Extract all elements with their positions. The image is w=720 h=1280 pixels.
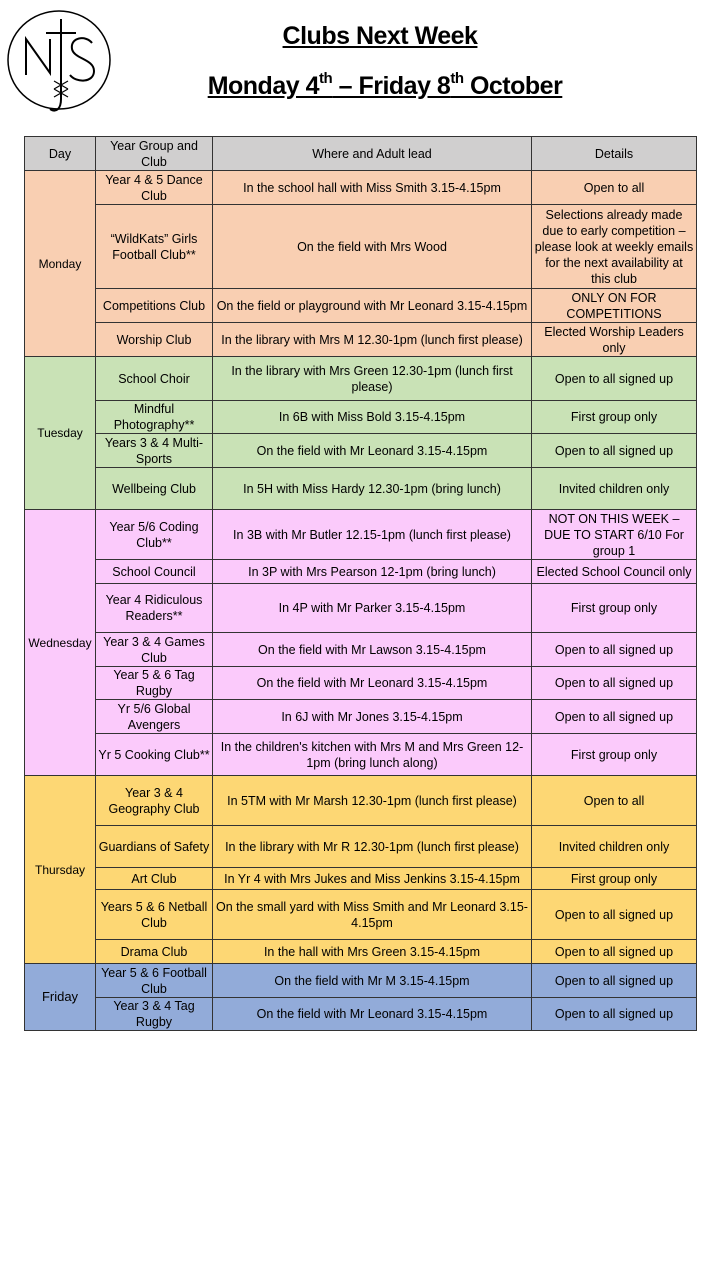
where-cell: In 4P with Mr Parker 3.15-4.15pm xyxy=(213,584,532,633)
where-cell: In 3B with Mr Butler 12.15-1pm (lunch first please) xyxy=(213,510,532,560)
club-cell: Year 3 & 4 Geography Club xyxy=(96,776,213,826)
details-cell: Open to all signed up xyxy=(532,633,697,667)
details-cell: Open to all signed up xyxy=(532,998,697,1031)
table-row xyxy=(25,633,697,667)
where-cell: On the field or playground with Mr Leonard 3.15-4.15pm xyxy=(213,289,532,323)
club-cell: School Choir xyxy=(96,357,213,401)
table-row xyxy=(25,401,697,434)
day-cell: Wednesday xyxy=(25,510,96,776)
table-row xyxy=(25,826,697,868)
details-cell: Selections already made due to early competition – please look at weekly emails for the next availability at this club xyxy=(532,205,697,289)
club-cell: Drama Club xyxy=(96,940,213,964)
details-cell: Open to all signed up xyxy=(532,434,697,468)
where-cell: In 6B with Miss Bold 3.15-4.15pm xyxy=(213,401,532,434)
where-cell: In 5H with Miss Hardy 12.30-1pm (bring lunch) xyxy=(213,468,532,510)
club-cell: Year 5/6 Coding Club** xyxy=(96,510,213,560)
where-cell: On the field with Mr Leonard 3.15-4.15pm xyxy=(213,998,532,1031)
where-cell: On the field with Mrs Wood xyxy=(213,205,532,289)
club-cell: “WildKats” Girls Football Club** xyxy=(96,205,213,289)
club-cell: Year 4 Ridiculous Readers** xyxy=(96,584,213,633)
club-cell: Years 5 & 6 Netball Club xyxy=(96,890,213,940)
clubs-table xyxy=(24,136,697,1031)
day-cell: Thursday xyxy=(25,776,96,964)
table-row xyxy=(25,998,697,1031)
column-header-day: Day xyxy=(25,137,96,171)
table-row xyxy=(25,776,697,826)
where-cell: In the library with Mr R 12.30-1pm (lunch first please) xyxy=(213,826,532,868)
club-cell: Art Club xyxy=(96,868,213,890)
details-cell: First group only xyxy=(532,868,697,890)
details-cell: Open to all xyxy=(532,776,697,826)
club-cell: Yr 5 Cooking Club** xyxy=(96,734,213,776)
where-cell: On the field with Mr Leonard 3.15-4.15pm xyxy=(213,667,532,700)
table-row xyxy=(25,205,697,289)
day-cell: Monday xyxy=(25,171,96,357)
table-row xyxy=(25,700,697,734)
table-row xyxy=(25,584,697,633)
school-logo xyxy=(6,9,112,119)
table-row xyxy=(25,323,697,357)
table-row xyxy=(25,964,697,998)
details-cell: Open to all signed up xyxy=(532,940,697,964)
where-cell: On the small yard with Miss Smith and Mr Leonard 3.15-4.15pm xyxy=(213,890,532,940)
day-cell: Tuesday xyxy=(25,357,96,510)
column-header-where: Where and Adult lead xyxy=(213,137,532,171)
header-row xyxy=(25,137,697,171)
table-row xyxy=(25,289,697,323)
where-cell: In Yr 4 with Mrs Jukes and Miss Jenkins 3.15-4.15pm xyxy=(213,868,532,890)
where-cell: In the school hall with Miss Smith 3.15-4.15pm xyxy=(213,171,532,205)
column-header-club: Year Group and Club xyxy=(96,137,213,171)
day-cell: Friday xyxy=(25,964,96,1031)
where-cell: In 5TM with Mr Marsh 12.30-1pm (lunch first please) xyxy=(213,776,532,826)
details-cell: Open to all signed up xyxy=(532,890,697,940)
details-cell: First group only xyxy=(532,401,697,434)
table-row xyxy=(25,560,697,584)
club-cell: Years 3 & 4 Multi-Sports xyxy=(96,434,213,468)
where-cell: In the library with Mrs Green 12.30-1pm (lunch first please) xyxy=(213,357,532,401)
where-cell: In 3P with Mrs Pearson 12-1pm (bring lunch) xyxy=(213,560,532,584)
details-cell: Open to all signed up xyxy=(532,357,697,401)
details-cell: NOT ON THIS WEEK – DUE TO START 6/10 For group 1 xyxy=(532,510,697,560)
where-cell: On the field with Mr Leonard 3.15-4.15pm xyxy=(213,434,532,468)
details-cell: Invited children only xyxy=(532,468,697,510)
club-cell: Year 4 & 5 Dance Club xyxy=(96,171,213,205)
table-row xyxy=(25,468,697,510)
details-cell: Open to all signed up xyxy=(532,700,697,734)
where-cell: On the field with Mr M 3.15-4.15pm xyxy=(213,964,532,998)
page-title: Clubs Next Week xyxy=(282,22,478,50)
details-cell: First group only xyxy=(532,734,697,776)
table-row xyxy=(25,890,697,940)
club-cell: Year 3 & 4 Tag Rugby xyxy=(96,998,213,1031)
details-cell: Open to all signed up xyxy=(532,667,697,700)
table-row xyxy=(25,868,697,890)
where-cell: In the children's kitchen with Mrs M and Mrs Green 12-1pm (bring lunch along) xyxy=(213,734,532,776)
club-cell: Wellbeing Club xyxy=(96,468,213,510)
details-cell: Invited children only xyxy=(532,826,697,868)
club-cell: Year 3 & 4 Games Club xyxy=(96,633,213,667)
club-cell: Year 5 & 6 Tag Rugby xyxy=(96,667,213,700)
column-header-details: Details xyxy=(532,137,697,171)
details-cell: Elected School Council only xyxy=(532,560,697,584)
club-cell: School Council xyxy=(96,560,213,584)
club-cell: Competitions Club xyxy=(96,289,213,323)
club-cell: Mindful Photography** xyxy=(96,401,213,434)
club-cell: Year 5 & 6 Football Club xyxy=(96,964,213,998)
where-cell: In the library with Mrs M 12.30-1pm (lunch first please) xyxy=(213,323,532,357)
table-row xyxy=(25,940,697,964)
table-row xyxy=(25,434,697,468)
details-cell: ONLY ON FOR COMPETITIONS xyxy=(532,289,697,323)
details-cell: Elected Worship Leaders only xyxy=(532,323,697,357)
date-range-heading: Monday 4th – Friday 8th October xyxy=(207,70,563,100)
table-row xyxy=(25,734,697,776)
details-cell: Open to all xyxy=(532,171,697,205)
club-cell: Guardians of Safety xyxy=(96,826,213,868)
club-cell: Worship Club xyxy=(96,323,213,357)
where-cell: In 6J with Mr Jones 3.15-4.15pm xyxy=(213,700,532,734)
where-cell: In the hall with Mrs Green 3.15-4.15pm xyxy=(213,940,532,964)
table-row xyxy=(25,667,697,700)
where-cell: On the field with Mr Lawson 3.15-4.15pm xyxy=(213,633,532,667)
details-cell: First group only xyxy=(532,584,697,633)
table-row xyxy=(25,171,697,205)
club-cell: Yr 5/6 Global Avengers xyxy=(96,700,213,734)
details-cell: Open to all signed up xyxy=(532,964,697,998)
table-row xyxy=(25,357,697,401)
table-row xyxy=(25,510,697,560)
